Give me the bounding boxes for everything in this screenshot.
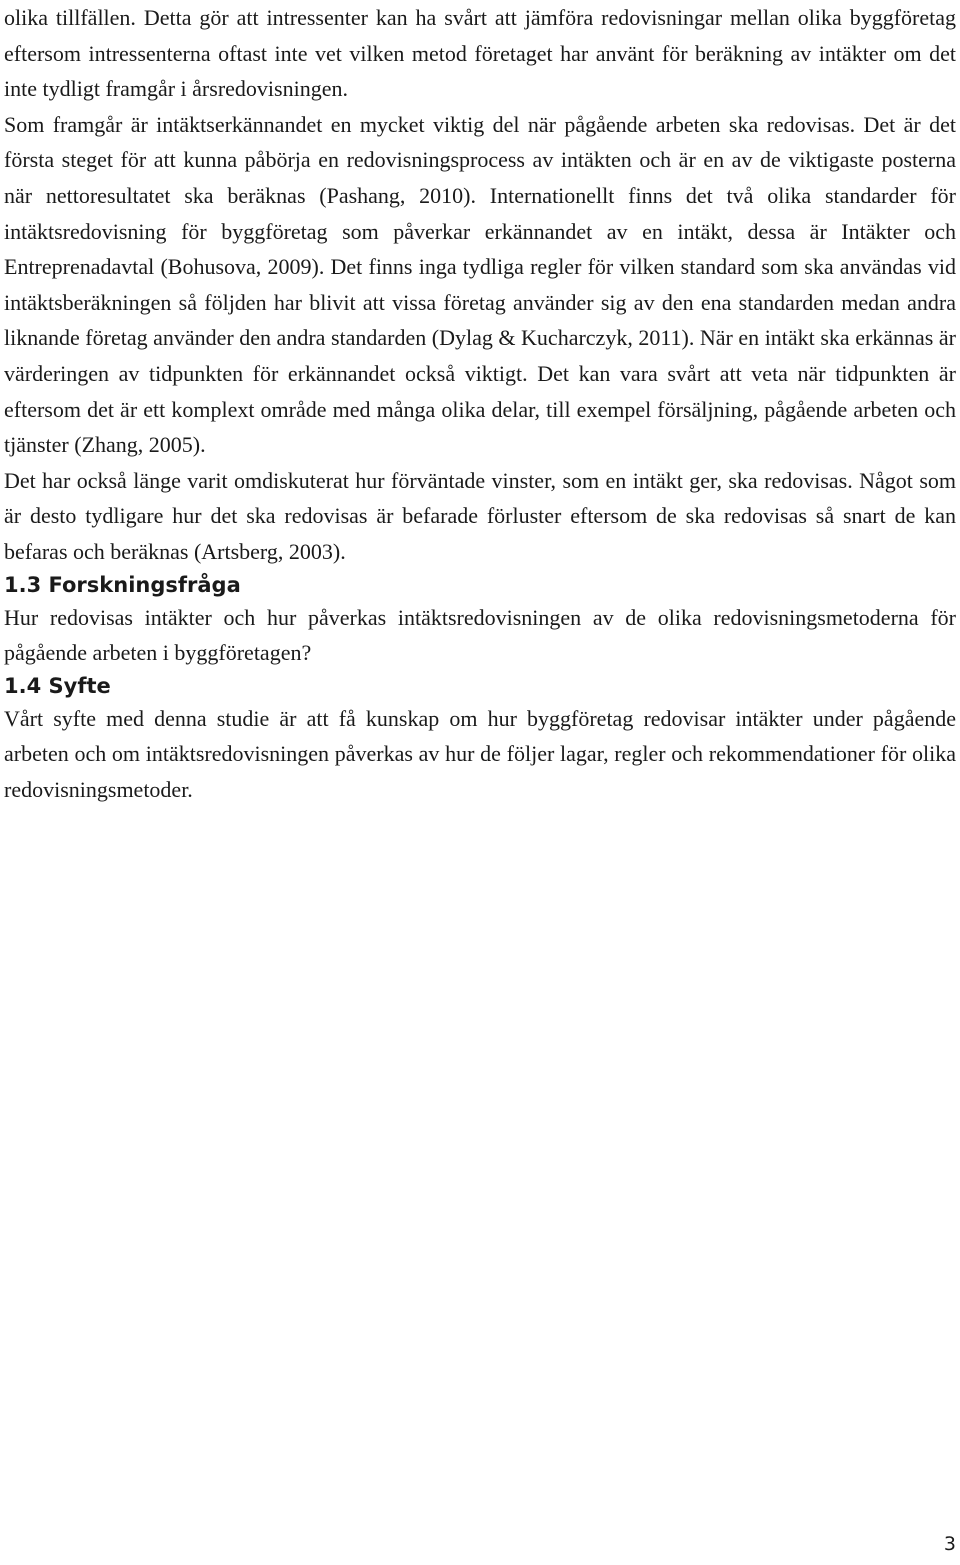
heading-research-question: 1.3 Forskningsfråga — [4, 572, 241, 597]
document-body — [4, 0, 956, 807]
heading-purpose: 1.4 Syfte — [4, 673, 111, 698]
paragraph-intro-continuation: olika tillfällen. Detta gör att intressenter kan ha svårt att jämföra redovisningar mellan olika byggföretag eftersom intressenterna oftast inte vet vilken metod företaget har använt för beräkning av intäkter om det inte tydligt framgår i årsredovisningen. — [4, 5, 956, 102]
paragraph-expected-profits: Det har också länge varit omdiskuterat hur förväntade vinster, som en intäkt ger, ska redovisas. Något som är desto tydligare hur det ska redovisas är befarade förluster eftersom de ska redovisas så snart de kan befaras och beräknas (Artsberg, 2003). — [4, 467, 956, 564]
page-number: 3 — [943, 1533, 956, 1555]
paragraph-research-question: Hur redovisas intäkter och hur påverkas intäktsredovisningen av de olika redovisningsmetoderna för pågående arbeten i byggföretagen? — [4, 604, 956, 666]
paragraph-purpose: Vårt syfte med denna studie är att få kunskap om hur byggföretag redovisar intäkter under pågående arbeten och om intäktsredovisningen påverkas av hur de följer lagar, regler och rekommendationer för olika redovisningsmetoder. — [4, 705, 956, 802]
paragraph-revenue-recognition: Som framgår är intäktserkännandet en mycket viktig del när pågående arbeten ska redovisas. Det är det första steget för att kunna påbörja en redovisningsprocess av intäkten och är en av de viktigaste posterna när nettoresultatet ska beräknas (Pashang, 2010). Internationellt finns det två olika standarder för intäktsredovisning för byggföretag som påverkar erkännandet av en intäkt, dessa är Intäkter och Entreprenadavtal (Bohusova, 2009). Det finns inga tydliga regler för vilken standard som ska användas vid intäktsberäkningen så följden har blivit att vissa företag använder sig av den ena standarden medan andra liknande företag använder den andra standarden (Dylag & Kucharczyk, 2011). När en intäkt ska erkännas är värderingen av tidpunkten för erkännandet också viktigt. Det kan vara svårt att veta när tidpunkten är eftersom det är ett komplext område med många olika delar, till exempel försäljning, pågående arbeten och tjänster (Zhang, 2005). — [4, 111, 956, 458]
